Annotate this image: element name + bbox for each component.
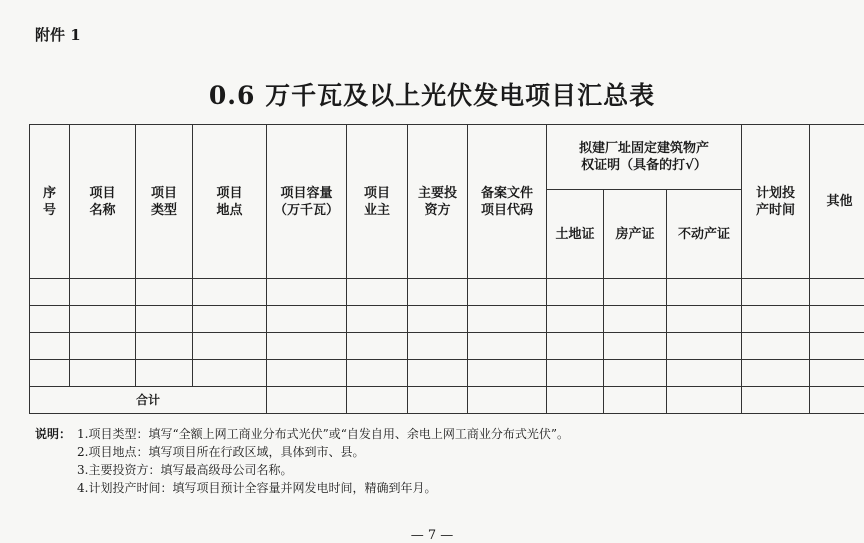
table-row [30, 306, 864, 333]
note-item: 3.主要投资方：填写最高级母公司名称。 [77, 461, 292, 479]
header-project-location: 项目地点 [193, 125, 267, 279]
notes-section [35, 425, 569, 497]
table-row [30, 333, 864, 360]
header-property-certificate-group: 拟建厂址固定建筑物产权证明（具备的打√） [547, 125, 742, 190]
header-planned-operation-time: 计划投产时间 [742, 125, 810, 279]
note-item: 2.项目地点：填写项目所在行政区域，具体到市、县。 [77, 443, 364, 461]
attachment-label: 附件 1 [35, 24, 81, 45]
table-row [30, 360, 864, 387]
header-seq: 序号 [30, 125, 70, 279]
header-project-owner: 项目业主 [347, 125, 408, 279]
header-filing-code: 备案文件项目代码 [468, 125, 547, 279]
header-house-certificate: 房产证 [604, 190, 667, 279]
total-row [30, 387, 864, 414]
header-project-name: 项目名称 [70, 125, 136, 279]
document-title: 0.6 万千瓦及以上光伏发电项目汇总表 [0, 76, 864, 112]
summary-table [29, 124, 864, 414]
total-label: 合计 [30, 387, 267, 414]
table-row [30, 279, 864, 306]
header-project-capacity: 项目容量（万千瓦） [267, 125, 347, 279]
note-item: 1.项目类型：填写“全额上网工商业分布式光伏”或“自发自用、余电上网工商业分布式光伏”。 [77, 425, 569, 443]
header-real-estate-certificate: 不动产证 [667, 190, 742, 279]
header-land-certificate: 土地证 [547, 190, 604, 279]
note-item: 4.计划投产时间：填写项目预计全容量并网发电时间，精确到年月。 [77, 479, 436, 497]
header-main-investor: 主要投资方 [408, 125, 468, 279]
notes-prefix: 说明： [35, 425, 77, 443]
header-project-type: 项目类型 [136, 125, 193, 279]
header-other: 其他 [810, 125, 864, 279]
page-number: — 7 — [0, 528, 864, 543]
